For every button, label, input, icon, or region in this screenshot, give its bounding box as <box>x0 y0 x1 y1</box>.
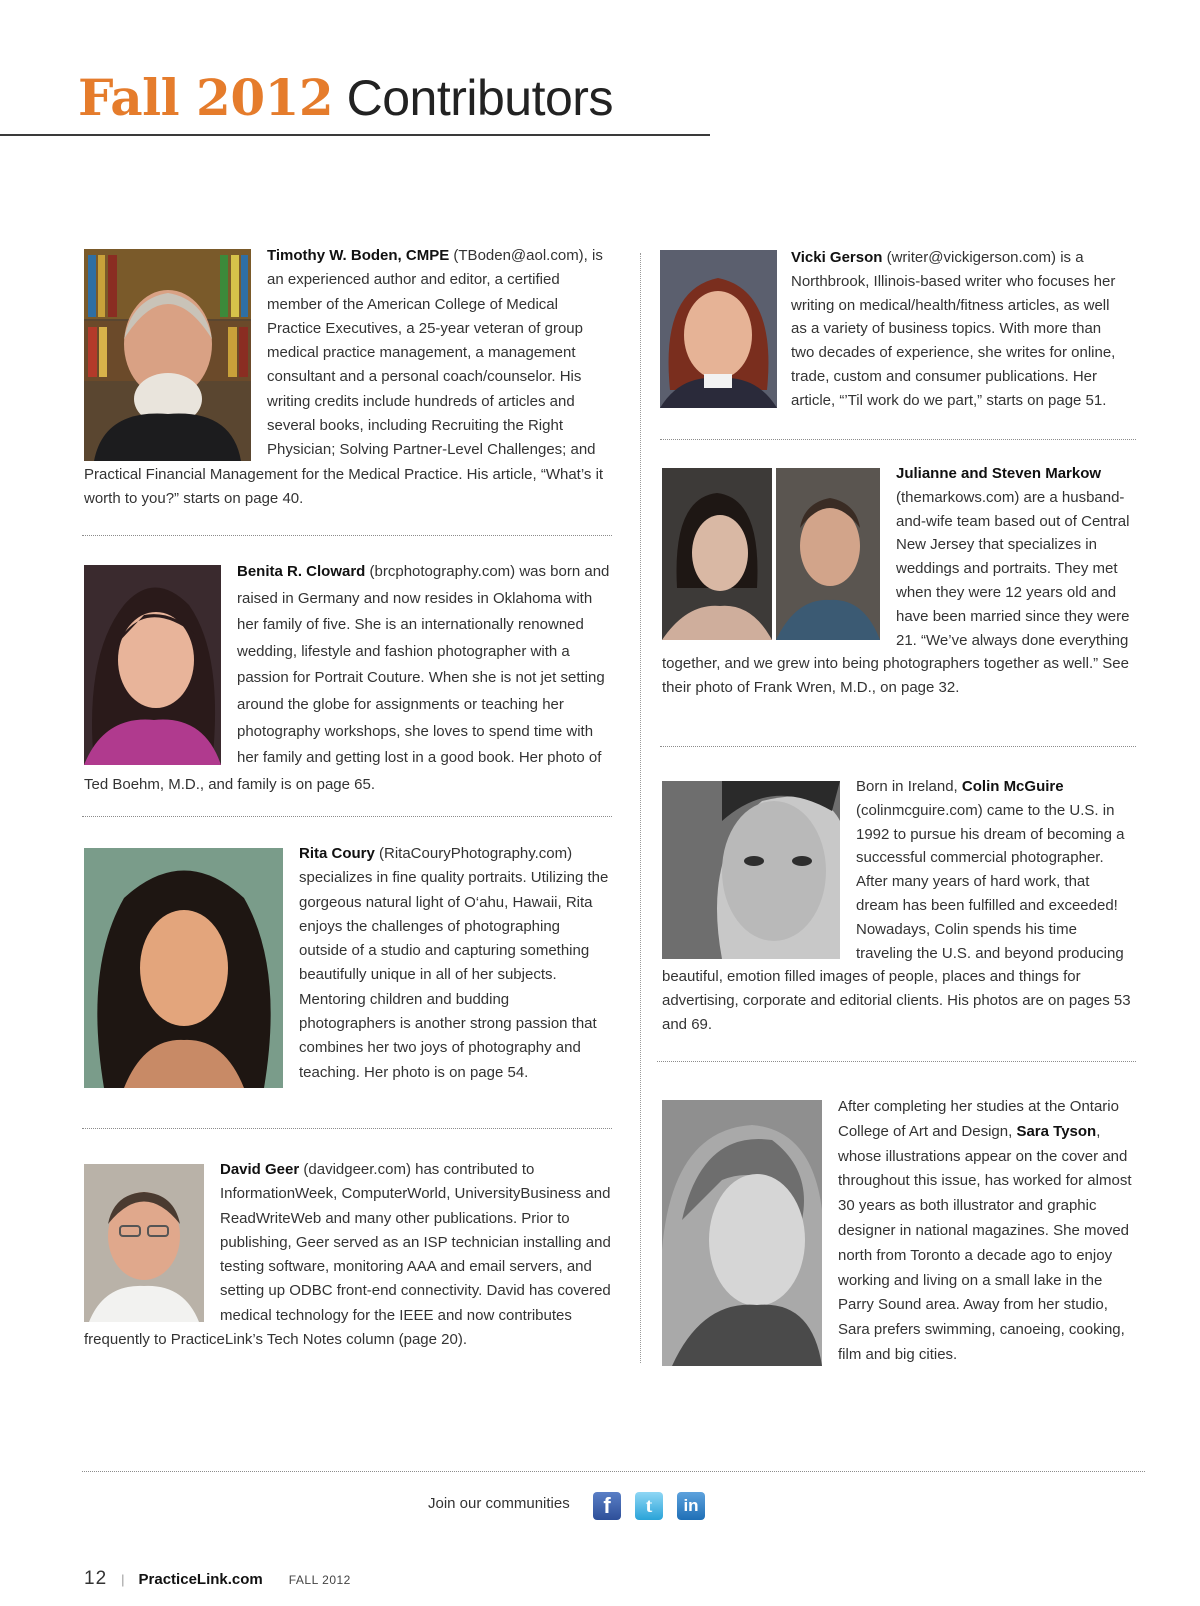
separator <box>82 816 612 817</box>
bio-name: Timothy W. Boden, CMPE <box>267 247 450 264</box>
title-rule <box>0 134 710 136</box>
photo-boden <box>84 249 251 461</box>
bio-gerson <box>660 246 1126 413</box>
title-season: Fall 2012 <box>78 68 334 127</box>
bio-name: Vicki Gerson <box>791 249 883 266</box>
photo-julianne <box>662 468 772 640</box>
separator <box>660 439 1136 440</box>
photo-cloward <box>84 565 221 765</box>
bio-name: Rita Coury <box>299 845 375 862</box>
bio-tyson <box>662 1095 1132 1368</box>
bio-name: Colin McGuire <box>961 778 1064 795</box>
bio-name: Sara Tyson <box>1016 1122 1097 1140</box>
twitter-icon[interactable]: t <box>635 1492 663 1520</box>
page-number: 12 <box>84 1568 108 1589</box>
photo-steven <box>776 468 880 640</box>
separator <box>657 1061 1136 1062</box>
bio-geer <box>84 1158 614 1352</box>
separator <box>82 535 612 536</box>
site-name: PracticeLink.com <box>138 1571 263 1588</box>
bio-coury <box>84 842 610 1088</box>
bio-lead: After completing her studies at the Ontario College of Art and Design, <box>838 1098 1119 1140</box>
separator <box>82 1128 612 1129</box>
bio-text: (davidgeer.com) has contributed to InformationWeek, ComputerWorld, UniversityBusiness and ReadWriteWeb and many other publications. Prior to publishing, Geer served as an ISP technician installing and testing software, monitoring AAA and email servers, and setting up ODBC front-end connectivity. David has covered medical technology for the IEEE and now contributes frequently to PracticeLink’s Tech Notes column (page 20). <box>84 1161 611 1349</box>
photo-tyson <box>662 1100 822 1366</box>
column-divider <box>640 253 641 1363</box>
bio-name: Benita R. Cloward <box>237 563 366 580</box>
footer-separator-bar: | <box>121 1572 125 1587</box>
bio-text: (colinmcguire.com) came to the U.S. in 1992 to pursue his dream of becoming a successful commercial photographer. After many years of hard work, that dream has been fulfilled and exceeded! Nowadays, Colin spends his time traveling the U.S. and beyond producing beautiful, emotion filled images of people, places and things for advertising, corporate and editorial clients. His photos are on pages 53 and 69. <box>662 801 1131 1033</box>
bio-lead: Born in Ireland, <box>856 778 962 795</box>
footer-separator <box>82 1471 1145 1472</box>
title-word: Contributors <box>333 70 613 126</box>
communities-label: Join our communities <box>428 1495 570 1512</box>
separator <box>660 746 1136 747</box>
page-title <box>78 70 613 126</box>
issue-label: FALL 2012 <box>288 1573 351 1587</box>
photo-coury <box>84 848 283 1088</box>
bio-text: (themarkows.com) are a husband-and-wife team based out of Central New Jersey that specializes in weddings and portraits. They met when they were 12 years old and have been married since they were 21. “We’ve always done everything together, and we grew into being photographers together as well.” See their photo of Frank Wren, M.D., on page 32. <box>662 488 1130 697</box>
bio-text: (RitaCouryPhotography.com) specializes in fine quality portraits. Utilizing the gorgeous natural light of O‘ahu, Hawaii, Rita enjoys the challenges of photographing outside of a studio and capturing something beautifully unique in all of her subjects. Mentoring children and budding photographers is another strong passion that combines her two joys of photography and teaching. Her photo is on page 54. <box>299 845 609 1081</box>
bio-markow <box>662 462 1132 700</box>
bio-cloward <box>84 559 610 798</box>
bio-mcguire <box>662 775 1132 1037</box>
bio-text: (TBoden@aol.com), is an experienced author and editor, a certified member of the American College of Medical Practice Executives, a 25-year veteran of group medical practice management, a management consultant and a personal coach/counselor. His writing credits include hundreds of articles and several books, including Recruiting the Right Physician; Solving Partner-Level Challenges; and Practical Financial Management for the Medical Practice. His article, “What’s it worth to you?” starts on page 40. <box>84 247 604 507</box>
bio-text: (brcphotography.com) was born and raised in Germany and now resides in Oklahoma with her family of five. She is an internationally renowned wedding, lifestyle and fashion photographer with a passion for Portrait Couture. When she is not jet setting around the globe for assignments or teaching her photography workshops, she loves to spend time with her family and getting lost in a good book. Her photo of Ted Boehm, M.D., and family is on page 65. <box>84 563 610 793</box>
bio-name: David Geer <box>220 1161 300 1178</box>
bio-text: (writer@vickigerson.com) is a Northbrook, Illinois-based writer who focuses her writing on medical/health/fitness articles, as well as a variety of business topics. With more than two decades of experience, she writes for online, trade, custom and consumer publications. Her article, “’Til work do we part,” starts on page 51. <box>791 249 1116 409</box>
photo-mcguire <box>662 781 840 959</box>
photo-markow <box>662 468 880 640</box>
page-footer <box>84 1568 351 1590</box>
bio-name: Julianne and Steven Markow <box>896 465 1102 482</box>
bio-text: , whose illustrations appear on the cover and throughout this issue, has worked for almost 30 years as both illustrator and graphic designer in national magazines. She moved north from Toronto a decade ago to enjoy working and living on a small lake in the Parry Sound area. Away from her studio, Sara prefers swimming, canoeing, cooking, film and big cities. <box>838 1122 1132 1363</box>
linkedin-icon[interactable]: in <box>677 1492 705 1520</box>
bio-boden <box>84 244 608 511</box>
photo-geer <box>84 1164 204 1322</box>
photo-gerson <box>660 250 777 408</box>
facebook-icon[interactable]: f <box>593 1492 621 1520</box>
